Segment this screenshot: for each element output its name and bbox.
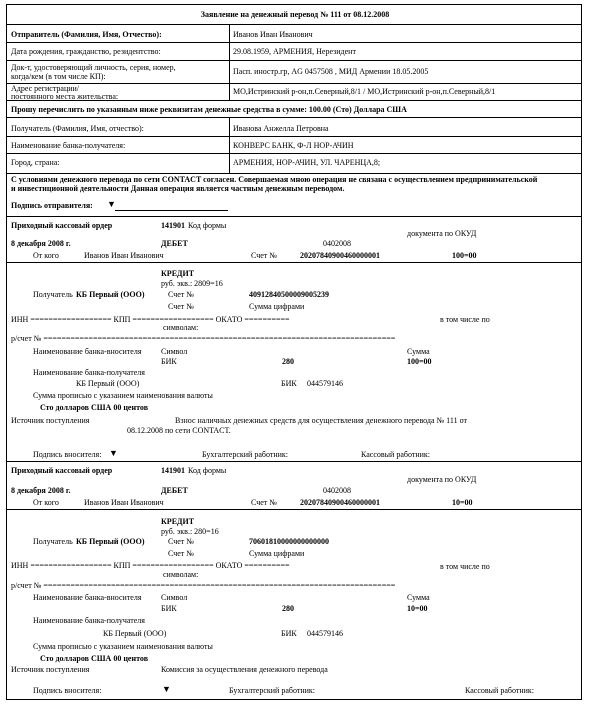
bik-label-2: БИК xyxy=(281,379,297,388)
symbol-value: 280 xyxy=(282,357,294,366)
kredit-account-label: Счет № xyxy=(168,537,194,546)
birth-label: Дата рождения, гражданство, резидентство: xyxy=(11,47,161,56)
recipient-bank-label: Наименование банка-получателя xyxy=(33,616,145,625)
account-label: Счет № xyxy=(251,498,277,507)
from-label: От кого xyxy=(33,251,59,260)
exchange-rate: руб. экв.: 2809=16 xyxy=(161,279,223,288)
recipient-name-value: Иванова Анжелла Петровна xyxy=(233,124,329,133)
recipient-bank-label: Наименование банка-получателя xyxy=(33,368,145,377)
row-divider xyxy=(6,60,582,61)
okud-label: документа по ОКУД xyxy=(407,229,477,238)
city-label: Город, страна: xyxy=(11,158,60,167)
words-label: Сумма прописью с указанием наименования валюты xyxy=(33,642,213,651)
row-divider xyxy=(6,509,582,510)
payer-bank-label: Наименование банка-вносителя xyxy=(33,593,142,602)
source-label: Источник поступления xyxy=(11,416,90,425)
accountant-label: Бухгалтерский работник: xyxy=(202,450,289,459)
account-label-2: Счет № xyxy=(168,302,194,311)
id-doc-label-line2: когда/кем (в том числе КП): xyxy=(11,72,106,81)
arrow-down-icon: ▼ xyxy=(107,199,116,209)
cashier-label: Кассовый работник: xyxy=(465,686,534,695)
words-value: Сто долларов США 00 центов xyxy=(40,403,149,412)
arrow-down-icon: ▼ xyxy=(162,684,171,694)
source-value: Комиссия за осуществления денежного перевода xyxy=(161,665,328,674)
account-number: 20207840900460000001 xyxy=(300,498,380,507)
rs-line: р/счет № ============================================================================== xyxy=(11,581,396,590)
words-label: Сумма прописью с указанием наименования валюты xyxy=(33,391,213,400)
from-name: Иванов Иван Иванович xyxy=(84,498,164,507)
source-value-line1: Взнос наличных денежных средств для осуществления денежного перевода № 111 от xyxy=(175,416,467,425)
section-divider xyxy=(6,216,582,217)
recipient-bank-name: КБ Первый (ООО) xyxy=(103,629,167,638)
payer-signature-label: Подпись вносителя: xyxy=(33,450,102,459)
birth-value: 29.08.1959, АРМЕНИЯ, Нерезидент xyxy=(233,47,356,56)
symbols-label: символам: xyxy=(163,570,199,579)
cashier-label: Кассовый работник: xyxy=(361,450,430,459)
sender-name-label: Отправитель (Фамилия, Имя, Отчество): xyxy=(11,30,162,39)
column-divider xyxy=(229,117,230,173)
incl-label: в том числе по xyxy=(440,315,490,324)
row-divider xyxy=(6,262,582,263)
sum-label: Сумма xyxy=(407,593,430,602)
recipient-bank-label: Наименование банка-получателя: xyxy=(11,141,126,150)
document-title: Заявление на денежный перевод № 111 от 08.12.2008 xyxy=(200,10,390,19)
words-value: Сто долларов США 00 центов xyxy=(40,654,149,663)
conditions-line1: С условиями денежного перевода по сети CONTACT согласен. Совершаемая мною операция не связана с осуществлением предпринимательской xyxy=(11,175,538,184)
section-divider xyxy=(6,461,582,462)
row-divider xyxy=(6,136,582,137)
sum-label: Сумма xyxy=(407,347,430,356)
okud-label: документа по ОКУД xyxy=(407,475,477,484)
row-divider xyxy=(6,173,582,174)
from-name: Иванов Иван Иванович xyxy=(84,251,164,260)
arrow-down-icon: ▼ xyxy=(109,448,118,458)
recipient-name-label: Получатель (Фамилия, Имя, отчество): xyxy=(11,124,144,133)
conditions-line2: и инвестиционной деятельности Данная операция является частным денежным переводом. xyxy=(11,184,345,193)
row-divider xyxy=(6,100,582,101)
inn-line: ИНН ================== КПП ================== ОКАТО ========== xyxy=(11,561,290,570)
row-divider xyxy=(6,42,582,43)
exchange-rate: руб. экв.: 280=16 xyxy=(161,527,219,536)
form-code: 141901 xyxy=(161,466,185,475)
recipient-label: Получатель xyxy=(33,290,73,299)
recipient-bank: КБ Первый (ООО) xyxy=(76,290,145,299)
symbol-label: Символ xyxy=(161,593,188,602)
amount: 100=00 xyxy=(452,251,477,260)
row-divider xyxy=(6,83,582,84)
form-code-label: Код формы xyxy=(188,466,227,475)
recipient-bank-value: КОНВЕРС БАНК, Ф-Л НОР-АЧИН xyxy=(233,141,354,150)
order-title: Приходный кассовый ордер xyxy=(11,221,113,230)
accountant-label: Бухгалтерский работник: xyxy=(229,686,316,695)
source-value-line2: 08.12.2008 по сети CONTACT. xyxy=(127,426,231,435)
address-value: МО,Истринский р-он,п.Северный,8/1 / МО,Истринский р-он,п.Северный,8/1 xyxy=(233,87,496,96)
recipient-label: Получатель xyxy=(33,537,73,546)
bik-value: 044579146 xyxy=(307,379,343,388)
row-divider xyxy=(6,153,582,154)
from-label: От кого xyxy=(33,498,59,507)
kredit-label: КРЕДИТ xyxy=(161,269,195,278)
order-date: 8 декабря 2008 г. xyxy=(11,239,71,248)
id-doc-value: Пасп. иностр.гр, AG 0457508 , МИД Армении 18.05.2005 xyxy=(233,67,429,76)
rs-line: р/счет № ============================================================================== xyxy=(11,334,396,343)
amount: 10=00 xyxy=(452,498,473,507)
source-label: Источник поступления xyxy=(11,665,90,674)
debet-label: ДЕБЕТ xyxy=(161,239,188,248)
kredit-account: 40912840500009005239 xyxy=(249,290,329,299)
recipient-bank-name: КБ Первый (ООО) xyxy=(76,379,140,388)
transfer-request: Прошу перечислить по указанным ниже реквизитам денежные средства в сумме: 100.00 (Сто) Доллара США xyxy=(11,105,407,114)
incl-label: в том числе по xyxy=(440,562,490,571)
sum-digits-label: Сумма цифрами xyxy=(249,549,305,558)
form-code: 141901 xyxy=(161,221,185,230)
id-doc-label-line1: Док-т, удостоверяющий личность, серия, номер, xyxy=(11,63,176,72)
bik-label: БИК xyxy=(161,357,177,366)
account-label: Счет № xyxy=(251,251,277,260)
order-date: 8 декабря 2008 г. xyxy=(11,486,71,495)
sum-value: 10=00 xyxy=(407,604,428,613)
sender-signature-label: Подпись отправителя: xyxy=(11,201,93,210)
signature-line xyxy=(115,210,228,211)
doc-number: 0402008 xyxy=(323,239,351,248)
kredit-label: КРЕДИТ xyxy=(161,517,195,526)
address-label-line2: постоянного места жительства: xyxy=(11,92,119,101)
symbol-label: Символ xyxy=(161,347,188,356)
symbol-value: 280 xyxy=(282,604,294,613)
doc-number: 0402008 xyxy=(323,486,351,495)
recipient-bank: КБ Первый (ООО) xyxy=(76,537,145,546)
sum-digits-label: Сумма цифрами xyxy=(249,302,305,311)
bik-label: БИК xyxy=(161,604,177,613)
debet-label: ДЕБЕТ xyxy=(161,486,188,495)
form-code-label: Код формы xyxy=(188,221,227,230)
bik-label-2: БИК xyxy=(281,629,297,638)
payer-bank-label: Наименование банка-вносителя xyxy=(33,347,142,356)
row-divider xyxy=(6,117,582,118)
inn-line: ИНН ================== КПП ================== ОКАТО ========== xyxy=(11,315,290,324)
column-divider xyxy=(229,24,230,100)
account-label-2: Счет № xyxy=(168,549,194,558)
account-number: 20207840900460000001 xyxy=(300,251,380,260)
bik-value: 044579146 xyxy=(307,629,343,638)
symbols-label: символам: xyxy=(163,323,199,332)
divider xyxy=(6,24,582,25)
kredit-account-label: Счет № xyxy=(168,290,194,299)
address-label-line1: Адрес регистрации/ xyxy=(11,84,80,93)
order-title: Приходный кассовый ордер xyxy=(11,466,113,475)
sender-name-value: Иванов Иван Иванович xyxy=(233,30,313,39)
payer-signature-label: Подпись вносителя: xyxy=(33,686,102,695)
sum-value: 100=00 xyxy=(407,357,432,366)
city-value: АРМЕНИЯ, НОР-АЧИН, УЛ. ЧАРЕНЦА,8; xyxy=(233,158,381,167)
kredit-account: 70601810000000000000 xyxy=(249,537,329,546)
